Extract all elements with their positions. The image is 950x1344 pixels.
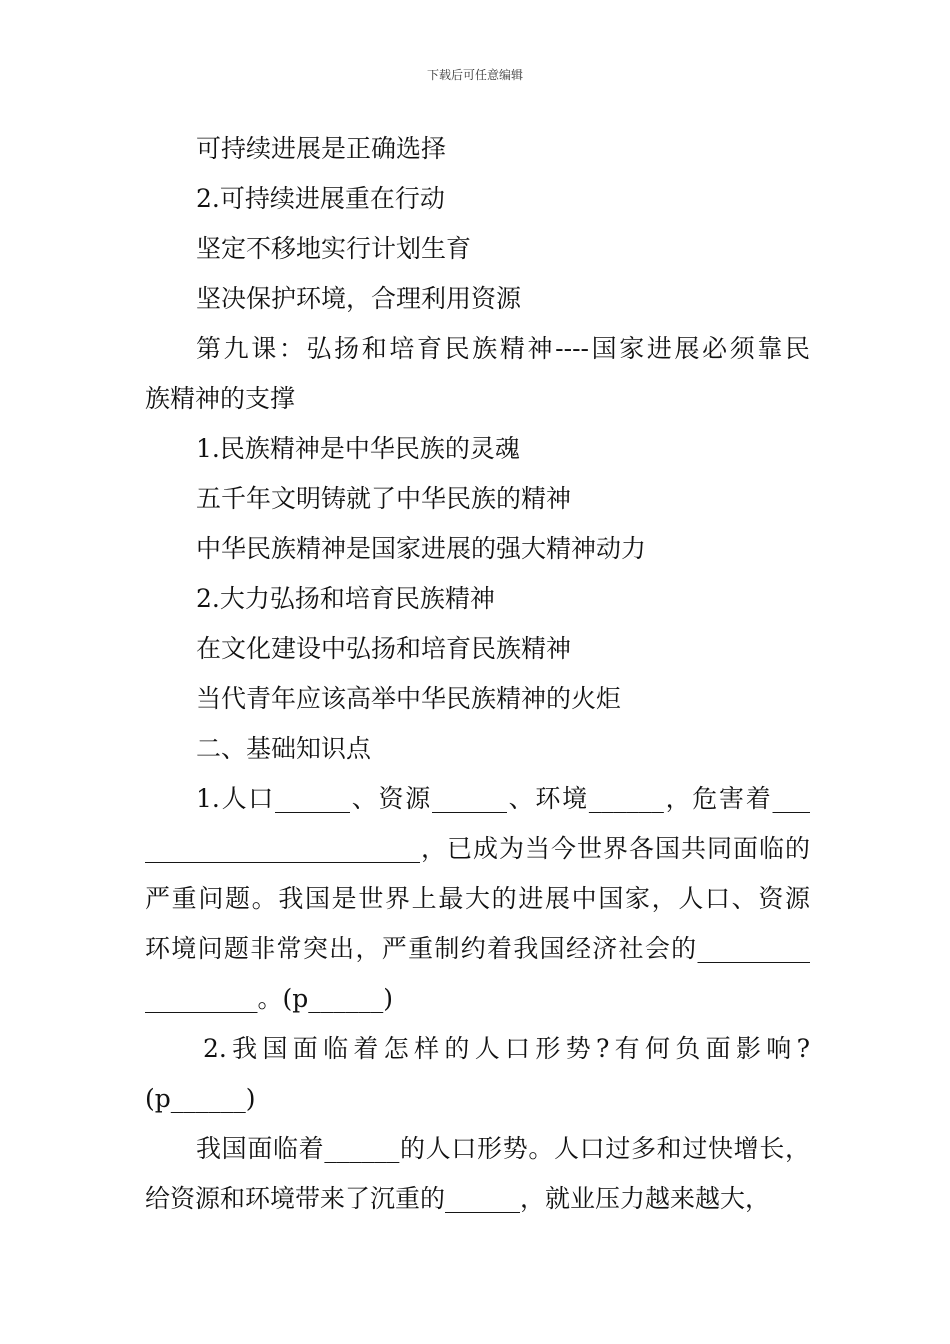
text-line: 中华民族精神是国家进展的强大精神动力 — [196, 534, 647, 563]
text-line: 坚定不移地实行计划生育 — [196, 234, 472, 263]
section-heading: 二、基础知识点 — [196, 734, 372, 763]
question-line: 1.人口______、资源______、环境______，危害着___ — [196, 784, 810, 813]
text-line: 在文化建设中弘扬和培育民族精神 — [196, 634, 572, 663]
text-line: 1.民族精神是中华民族的灵魂 — [196, 434, 520, 463]
text-line: 五千年文明铸就了中华民族的精神 — [196, 484, 572, 513]
text-line: 2.大力弘扬和培育民族精神 — [196, 584, 495, 613]
text-line: 当代青年应该高举中华民族精神的火炬 — [196, 684, 622, 713]
question-line: 严重问题。我国是世界上最大的进展中国家，人口、资源 — [145, 884, 810, 913]
question-line: _________。(p______) — [145, 984, 394, 1013]
question-line: (p______) — [145, 1084, 256, 1113]
page-header: 下载后可任意编辑 — [426, 68, 523, 82]
question-line: ______________________，已成为当今世界各国共同面临的 — [145, 834, 810, 863]
text-line: 坚决保护环境，合理利用资源 — [196, 284, 522, 313]
answer-line: 给资源和环境带来了沉重的______，就业压力越来越大， — [145, 1184, 771, 1213]
question-line: 环境问题非常突出，严重制约着我国经济社会的_________ — [145, 934, 810, 963]
lesson-heading-cont: 族精神的支撑 — [145, 384, 296, 413]
lesson-heading: 第九课：弘扬和培育民族精神----国家进展必须靠民 — [196, 334, 810, 363]
text-line: 可持续进展是正确选择 — [196, 134, 447, 163]
question-line: 2.我国面临着怎样的人口形势?有何负面影响? — [203, 1034, 810, 1063]
answer-line: 我国面临着______的人口形势。人口过多和过快增长， — [196, 1134, 810, 1163]
text-line: 2.可持续进展重在行动 — [196, 184, 445, 213]
